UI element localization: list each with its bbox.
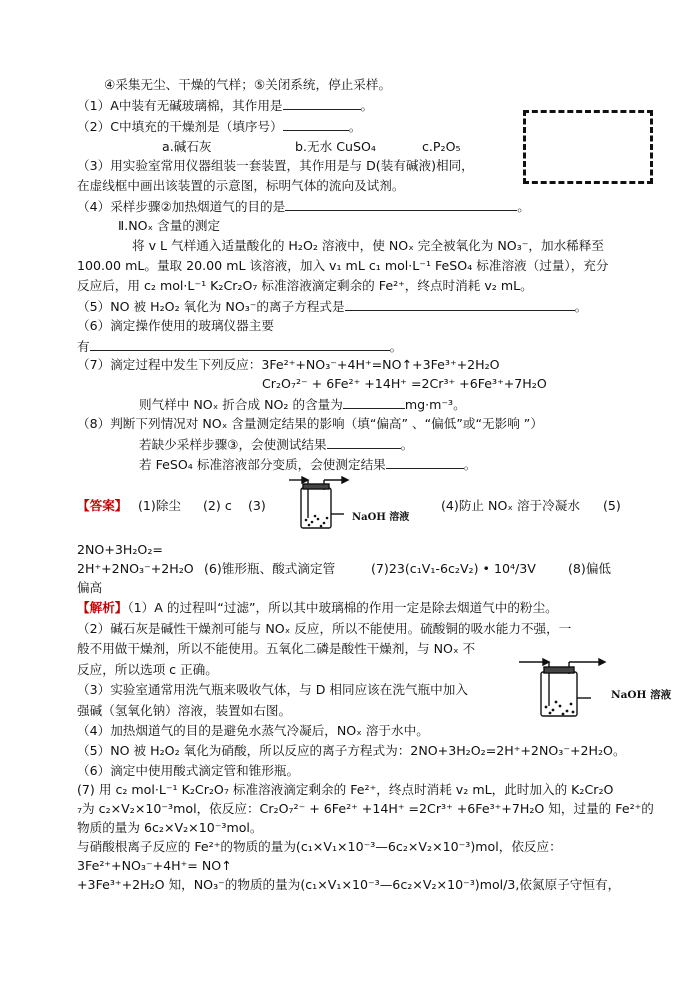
analysis-line-15: +3Fe³⁺+2H₂O 知，NO₃⁻的物质的量为(c₁×V₁×10⁻³—6c₂×V₂×10⁻³)mol/3,依氮原子守恒有， — [77, 877, 621, 892]
analysis-line-12: 物质的量为 6c₂×V₂×10⁻³mol。 — [77, 820, 263, 835]
answer-blank-8a[interactable] — [327, 435, 401, 449]
answer-3-label: (3) — [248, 498, 266, 513]
question-4-text: （4）采样步骤②加热烟道气的目的是 — [77, 199, 286, 214]
analysis-tag: 【解析】 — [77, 600, 128, 615]
analysis-line-5: （3）实验室通常用洗气瓶来吸收气体，与 D 相同应该在洗气瓶中加入 — [77, 682, 468, 697]
question-7-reaction-2: Cr₂O₇²⁻ + 6Fe²⁺ +14H⁺ =2Cr³⁺ +6Fe³⁺+7H₂O — [262, 376, 547, 391]
answer-6: (6)锥形瓶、酸式滴定管 — [204, 561, 336, 576]
period: 。 — [400, 437, 414, 452]
question-6-line-1: （6）滴定操作使用的玻璃仪器主要 — [77, 318, 274, 333]
analysis-line-8: （5）NO 被 H₂O₂ 氧化为硝酸，所以反应的离子方程式为：2NO+3H₂O₂=2H⁺+2NO₃⁻+2H₂O。 — [77, 743, 626, 758]
answer-blank-1[interactable] — [283, 96, 361, 110]
analysis-line-14: 3Fe²⁺+NO₃⁻+4H⁺= NO↑ — [77, 858, 232, 873]
option-a: a.碱石灰 — [162, 139, 212, 154]
question-7-unit: mg·m⁻³。 — [404, 397, 466, 412]
analysis-line-6: 强碱（氢氧化钠）溶液，装置如右图。 — [77, 703, 292, 718]
analysis-line-7: （4）加热烟道气的目的是避免水蒸气冷凝后，NOₓ 溶于水中。 — [77, 723, 429, 738]
analysis-line-13: 与硝酸根离子反应的 Fe²⁺的物质的量为(c₁×V₁×10⁻³—6c₂×V₂×10⁻³)mol，依反应： — [77, 839, 562, 854]
period: 。 — [348, 119, 362, 134]
answer-blank-6[interactable] — [90, 337, 390, 351]
analysis-line-1 — [77, 599, 558, 617]
answer-blank-4[interactable] — [285, 197, 517, 211]
question-7-line-3 — [139, 395, 466, 414]
answer-tag: 【答案】 — [77, 498, 128, 513]
answer-blank-2[interactable] — [283, 117, 349, 131]
answer-blank-7[interactable] — [343, 395, 405, 409]
answer-blank-5[interactable] — [345, 297, 575, 311]
question-3-line-1: （3）用实验室常用仪器组装一套装置，其作用是与 D(装有碱液)相同， — [77, 158, 474, 173]
answer-7: (7)23(c₁V₁-6c₂V₂) • 10⁴/3V — [371, 561, 536, 576]
period: 。 — [574, 299, 588, 314]
option-b: b.无水 CuSO₄ — [295, 139, 376, 154]
question-8-a — [139, 435, 413, 454]
analysis-line-2: （2）碱石灰是碱性干燥剂可能与 NOₓ 反应，所以不能使用。硫酸铜的吸水能力不强，一 — [77, 621, 572, 636]
answer-5-line-2: 2H⁺+2NO₃⁻+2H₂O — [77, 561, 194, 576]
answer-5-label: (5) — [603, 498, 621, 513]
part-2-heading: Ⅱ.NOₓ 含量的测定 — [118, 218, 221, 233]
question-5-text: （5）NO 被 H₂O₂ 氧化为 NO₃⁻的离子方程式是 — [77, 299, 345, 314]
drawing-dashed-box — [523, 110, 653, 184]
question-7-reaction-1: （7）滴定过程中发生下列反应：3Fe²⁺+NO₃⁻+4H⁺=NO↑+3Fe³⁺+2H₂O — [77, 357, 500, 372]
answer-5-line-1: 2NO+3H₂O₂= — [77, 542, 163, 557]
question-6-line-2 — [77, 337, 402, 356]
answer-8-line-2: 偏高 — [77, 580, 103, 595]
question-1-text: （1）A中装有无碱玻璃棉，其作用是 — [77, 98, 283, 113]
period: 。 — [463, 457, 477, 472]
question-8-b — [139, 455, 476, 474]
part-2-para-line-2: 100.00 mL。量取 20.00 mL 该溶液，加入 v₁ mL c₁ mol·L⁻¹ FeSO₄ 标准溶液（过量），充分 — [77, 258, 609, 273]
period: 。 — [389, 339, 403, 354]
question-2 — [77, 117, 361, 136]
step-4-5-text: ④采集无尘、干燥的气样；⑤关闭系统，停止采样。 — [104, 77, 392, 92]
answer-4: (4)防止 NOₓ 溶于冷凝水 — [441, 498, 580, 513]
naoh-label-answer: NaOH 溶液 — [352, 512, 410, 523]
naoh-label-analysis: NaOH 溶液 — [611, 689, 672, 701]
part-2-para-line-1: 将 v L 气样通入适量酸化的 H₂O₂ 溶液中，使 NOₓ 完全被氧化为 NO₃⁻，加水稀释至 — [132, 238, 604, 253]
question-3-line-2: 在虚线框中画出该装置的示意图，标明气体的流向及试剂。 — [77, 178, 405, 193]
analysis-text-1: （1）A 的过程叫“过滤”，所以其中玻璃棉的作用一定是除去烟道气中的粉尘。 — [127, 600, 558, 615]
question-1 — [77, 96, 373, 115]
analysis-line-3: 般不用做干燥剂，所以不能使用。五氧化二磷是酸性干燥剂，与 NOₓ 不 — [77, 641, 476, 656]
analysis-line-10: (7) 用 c₂ mol·L⁻¹ K₂Cr₂O₇ 标准溶液滴定剩余的 Fe²⁺，终点时消耗 v₂ mL，此时加入的 K₂Cr₂O — [77, 782, 614, 797]
analysis-line-11: ₇为 c₂×V₂×10⁻³mol，依反应：Cr₂O₇²⁻ + 6Fe²⁺ +14H⁺ =2Cr³⁺ +6Fe³⁺+7H₂O 知，过量的 Fe²⁺的 — [77, 801, 654, 816]
analysis-line-9: （6）滴定中使用酸式滴定管和锥形瓶。 — [77, 763, 300, 778]
question-7-text: 则气样中 NOₓ 折合成 NO₂ 的含量为 — [139, 397, 343, 412]
question-4 — [77, 197, 530, 216]
analysis-line-4: 反应，所以选项 c 正确。 — [77, 662, 218, 677]
part-2-para-line-3: 反应后，用 c₂ mol·L⁻¹ K₂Cr₂O₇ 标准溶液滴定剩余的 Fe²⁺，终点时消耗 v₂ mL。 — [77, 278, 533, 293]
answer-2: (2) c — [203, 498, 232, 513]
answer-8: (8)偏低 — [568, 561, 612, 576]
question-2-text: （2）C中填充的干燥剂是（填序号） — [77, 119, 283, 134]
question-5 — [77, 297, 587, 316]
question-8-a-text: 若缺少采样步骤③，会使测试结果 — [139, 437, 327, 452]
period: 。 — [517, 199, 530, 214]
option-c: c.P₂O₅ — [422, 139, 461, 154]
gas-washing-bottle-analysis — [517, 652, 617, 720]
question-6-text: 有 — [77, 339, 90, 354]
question-8: （8）判断下列情况对 NOₓ 含量测定结果的影响（填“偏高” 、“偏低”或“无影响 ”） — [77, 416, 543, 431]
answer-1: (1)除尘 — [138, 498, 182, 513]
period: 。 — [360, 98, 374, 113]
answer-blank-8b[interactable] — [386, 455, 464, 469]
question-8-b-text: 若 FeSO₄ 标准溶液部分变质，会使测定结果 — [139, 457, 386, 472]
